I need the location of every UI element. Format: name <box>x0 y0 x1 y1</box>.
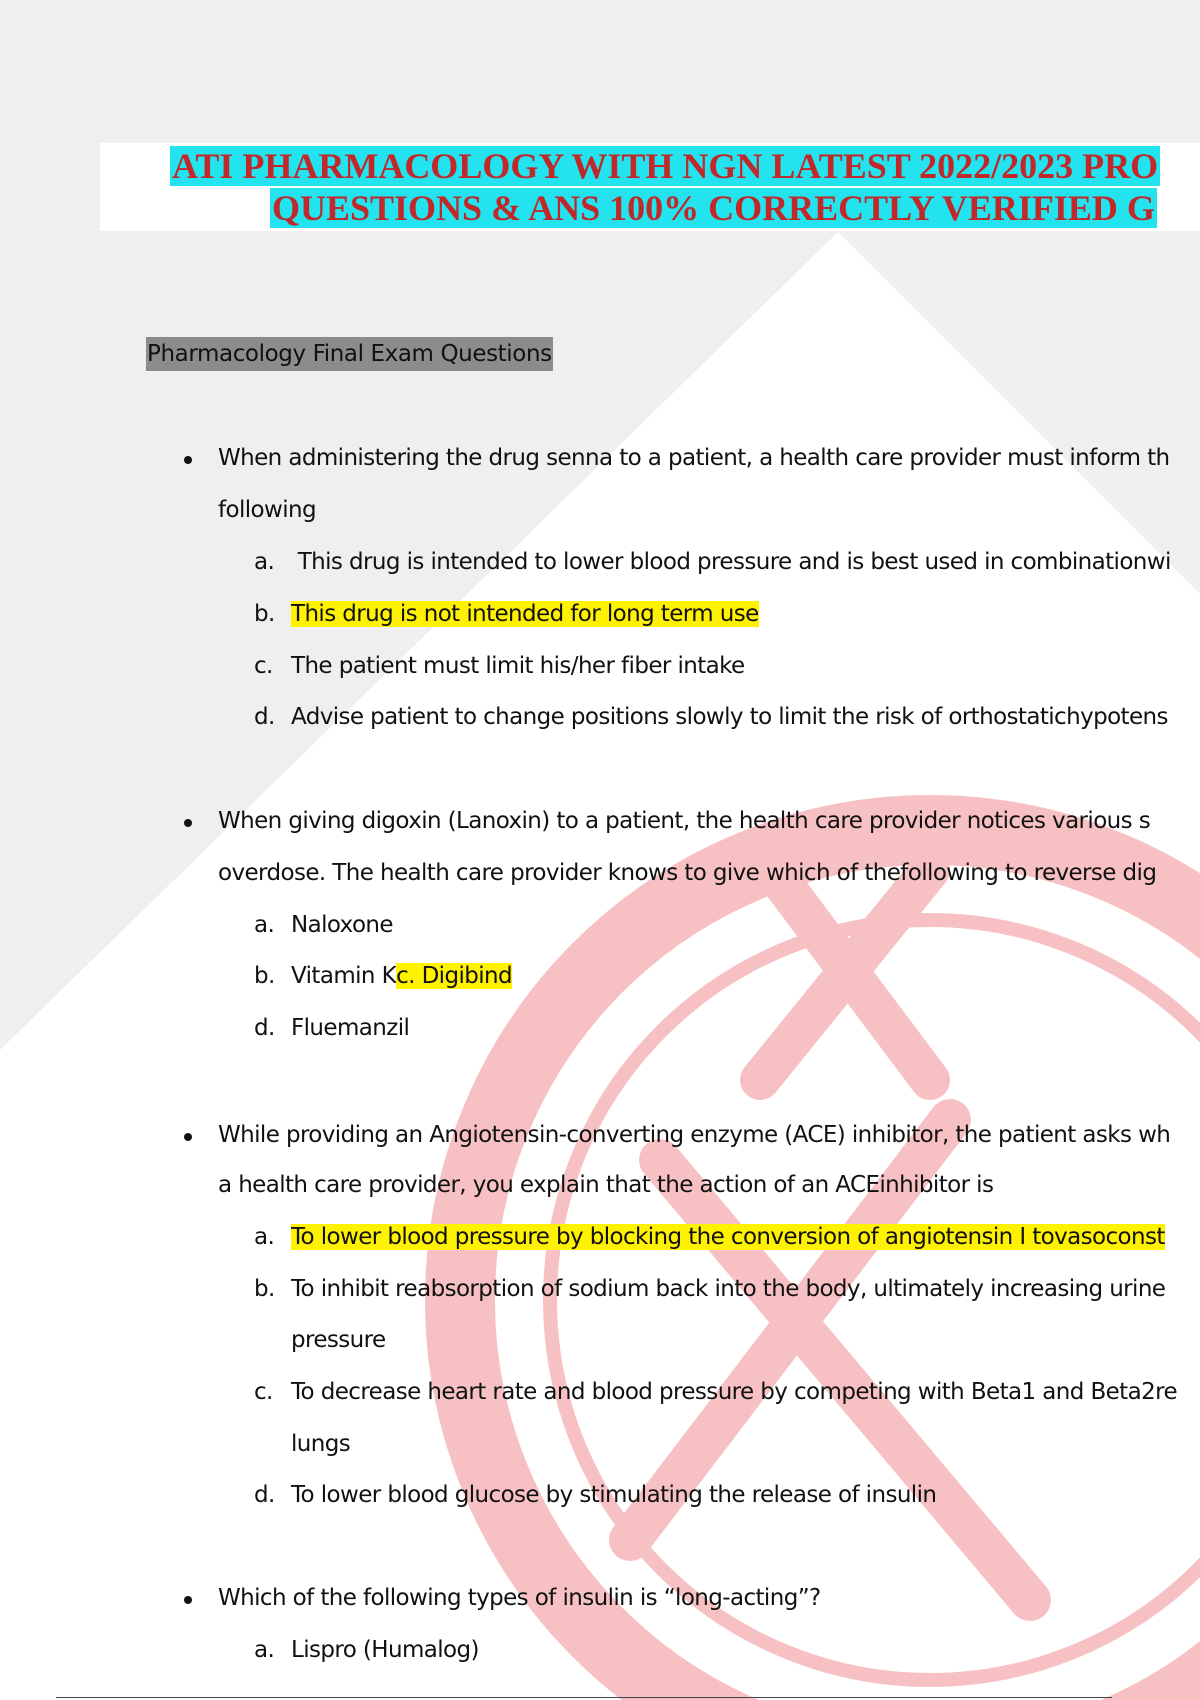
question-4-option-a <box>254 1633 479 1667</box>
option-text: This drug is intended to lower blood pressure and is best used in combinationwi <box>291 549 1171 575</box>
question-3-option-c <box>254 1375 1177 1409</box>
question-4-line-1: Which of the following types of insulin is “long-acting”? <box>218 1585 821 1611</box>
option-letter: d. <box>254 1015 275 1041</box>
question-3-option-d <box>254 1478 936 1512</box>
option-letter: b. <box>254 963 275 989</box>
option-letter: a. <box>254 549 275 575</box>
question-2-option-d <box>254 1011 409 1045</box>
question-1-option-a <box>254 545 1171 579</box>
question-3-option-a <box>254 1220 1165 1254</box>
option-text: The patient must limit his/her fiber intake <box>291 653 745 679</box>
question-2-option-a <box>254 908 393 942</box>
page-bottom-rule <box>56 1697 1112 1698</box>
option-text: To decrease heart rate and blood pressure by competing with Beta1 and Beta2re <box>291 1379 1178 1405</box>
question-1-option-d <box>254 700 1168 734</box>
section-heading: Pharmacology Final Exam Questions <box>146 337 553 371</box>
option-letter: b. <box>254 601 275 627</box>
bullet-dot-icon <box>184 1596 192 1604</box>
question-2-line-1: When giving digoxin (Lanoxin) to a patient, the health care provider notices various s <box>218 808 1151 834</box>
question-2-line-2: overdose. The health care provider knows to give which of thefollowing to reverse dig <box>218 860 1157 886</box>
option-letter: a. <box>254 912 275 938</box>
option-text: To inhibit reabsorption of sodium back into the body, ultimately increasing urine <box>291 1276 1166 1302</box>
question-3-option-b-continuation: pressure <box>291 1327 386 1353</box>
option-letter: c. <box>254 1379 273 1405</box>
bullet-dot-icon <box>184 456 192 464</box>
question-3-option-b <box>254 1272 1165 1306</box>
option-letter: d. <box>254 1482 275 1508</box>
option-letter: d. <box>254 704 275 730</box>
highlighted-answer: This drug is not intended for long term use <box>291 601 759 627</box>
highlighted-answer: To lower blood pressure by blocking the conversion of angiotensin I tovasoconst <box>291 1224 1165 1250</box>
document-title-line-1: ATI PHARMACOLOGY WITH NGN LATEST 2022/2023 PRO <box>172 146 1159 186</box>
option-text: To lower blood glucose by stimulating the release of insulin <box>291 1482 937 1508</box>
highlighted-answer: c. Digibind <box>396 963 513 989</box>
option-letter: b. <box>254 1276 275 1302</box>
option-text: Naloxone <box>291 912 393 938</box>
option-text: Fluemanzil <box>291 1015 410 1041</box>
question-1-option-b <box>254 597 759 631</box>
question-1-option-c <box>254 649 745 683</box>
question-3-line-1: While providing an Angiotensin-converting enzyme (ACE) inhibitor, the patient asks wh <box>218 1122 1171 1148</box>
question-1-line-1: When administering the drug senna to a patient, a health care provider must inform th <box>218 445 1170 471</box>
option-text: Lispro (Humalog) <box>291 1637 479 1663</box>
question-3-option-c-continuation: lungs <box>291 1431 351 1457</box>
option-letter: a. <box>254 1637 275 1663</box>
bullet-dot-icon <box>184 819 192 827</box>
question-1-line-2: following <box>218 497 316 523</box>
document-title-line-2: QUESTIONS & ANS 100% CORRECTLY VERIFIED G <box>272 188 1155 228</box>
option-letter: c. <box>254 653 273 679</box>
option-text: Vitamin K <box>291 963 397 989</box>
question-3-line-2: a health care provider, you explain that the action of an ACEinhibitor is <box>218 1172 994 1198</box>
option-letter: a. <box>254 1224 275 1250</box>
question-2-option-b <box>254 959 512 993</box>
option-text: Advise patient to change positions slowly to limit the risk of orthostatichypotens <box>291 704 1168 730</box>
bullet-dot-icon <box>184 1133 192 1141</box>
